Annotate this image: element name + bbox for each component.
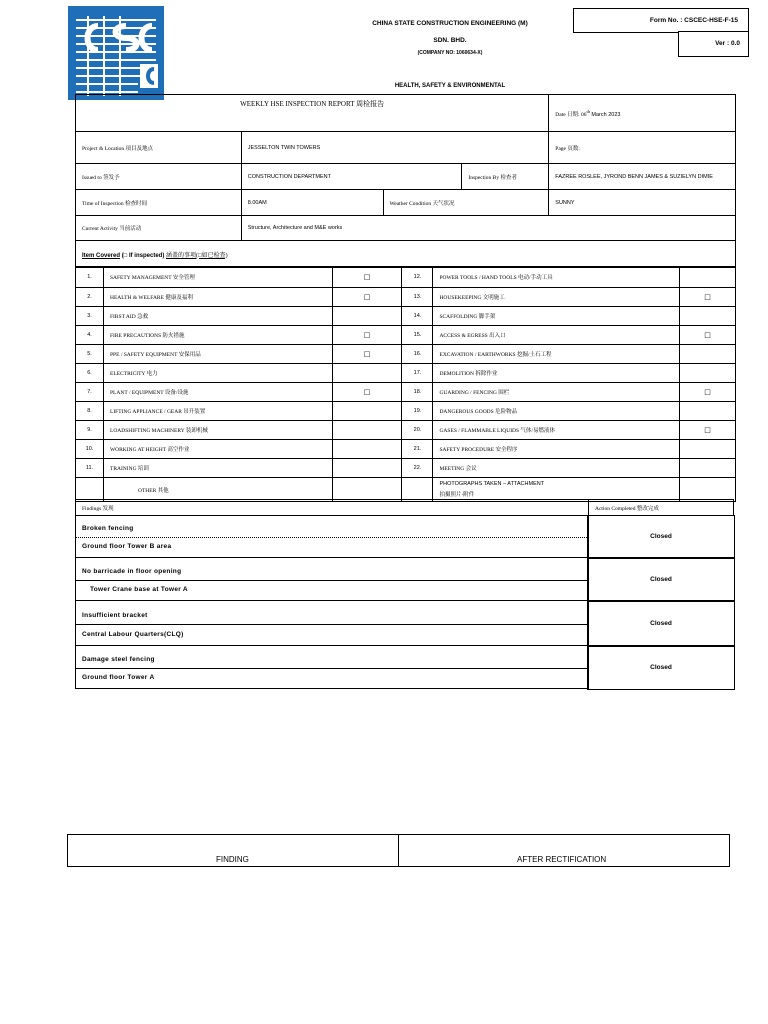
item-number-text: 19. bbox=[413, 408, 422, 414]
item-row bbox=[76, 326, 736, 345]
item-checkbox[interactable] bbox=[332, 402, 402, 421]
item-number bbox=[402, 345, 433, 364]
after-column bbox=[399, 835, 729, 866]
company-logo bbox=[68, 6, 164, 100]
finding-line-1 bbox=[75, 645, 589, 669]
inspection-by-value: FAZREE ROSLEE, JYROND BENN JAMES & SUZIELYN DIMIE bbox=[549, 164, 736, 190]
item-checkbox[interactable] bbox=[680, 345, 736, 364]
item-number bbox=[76, 478, 104, 502]
action-status: Closed bbox=[587, 515, 735, 559]
date-label: Date 日期: bbox=[555, 111, 580, 118]
item-row bbox=[76, 345, 736, 364]
item-checkbox[interactable] bbox=[332, 267, 402, 288]
item-number bbox=[402, 383, 433, 402]
item-label-text: PPE / SAFETY EQUIPMENT 安保用品 bbox=[109, 352, 201, 358]
finding-location: Ground floor Tower A bbox=[82, 674, 155, 681]
items-covered-chinese: 涵盖的事项(□如已检查) bbox=[166, 252, 228, 259]
item-checkbox[interactable] bbox=[680, 440, 736, 459]
action-header bbox=[587, 499, 734, 516]
item-number bbox=[76, 364, 104, 383]
item-checkbox-text: □ bbox=[363, 350, 371, 358]
finding-line-1 bbox=[75, 557, 589, 581]
action-status: Closed bbox=[587, 645, 735, 690]
item-number-text: 17. bbox=[413, 370, 422, 376]
item-checkbox-text: □ bbox=[704, 388, 711, 396]
photo-comparison-header bbox=[67, 834, 730, 867]
project-label: Project & Location 项目及地点 bbox=[76, 132, 242, 164]
item-checkbox-text: □ bbox=[363, 273, 371, 281]
finding-location: Ground floor Tower B area bbox=[82, 543, 172, 550]
item-row bbox=[76, 288, 736, 307]
date-month-year: March 2023 bbox=[591, 111, 621, 118]
item-label bbox=[103, 440, 332, 459]
finding-description: Insufficient bracket bbox=[82, 612, 148, 619]
item-checkbox[interactable] bbox=[680, 288, 736, 307]
item-label-text: ACCESS & EGRESS 出入口 bbox=[439, 333, 506, 339]
finding-label: FINDING bbox=[216, 855, 249, 864]
action-label: Action Completed 整改完成 bbox=[595, 506, 659, 512]
item-checkbox-text: □ bbox=[363, 293, 371, 301]
item-label bbox=[433, 345, 680, 364]
item-number bbox=[76, 267, 104, 288]
item-number-text: 9. bbox=[87, 427, 92, 433]
item-number bbox=[402, 440, 433, 459]
item-label-text: SAFETY PROCEDURE 安全程序 bbox=[439, 447, 518, 453]
item-row bbox=[76, 307, 736, 326]
finding-location: Tower Crane base at Tower A bbox=[90, 586, 188, 593]
item-checkbox-text: □ bbox=[704, 426, 711, 434]
item-number bbox=[402, 364, 433, 383]
item-checkbox[interactable] bbox=[332, 326, 402, 345]
item-number bbox=[76, 459, 104, 478]
date-sup: th bbox=[586, 108, 591, 114]
item-label bbox=[433, 307, 680, 326]
report-info-table bbox=[75, 94, 736, 268]
item-number bbox=[402, 307, 433, 326]
item-label-text: LOADSHIFTING MACHINERY 装卸机械 bbox=[109, 428, 208, 434]
item-number bbox=[402, 288, 433, 307]
item-label-text: EXCAVATION / EARTHWORKS 挖掘/土石工程 bbox=[439, 352, 552, 358]
form-number-box bbox=[573, 8, 749, 33]
item-number bbox=[76, 288, 104, 307]
item-checkbox[interactable] bbox=[332, 307, 402, 326]
item-label bbox=[103, 383, 332, 402]
item-number bbox=[76, 440, 104, 459]
company-name: CHINA STATE CONSTRUCTION ENGINEERING (M) bbox=[372, 20, 528, 27]
item-label-text: PHOTOGRAPHS TAKEN – ATTACHMENT bbox=[439, 480, 545, 487]
item-number bbox=[402, 326, 433, 345]
company-number: (COMPANY NO: 1060634-X) bbox=[417, 50, 483, 56]
weather-value: SUNNY bbox=[549, 190, 736, 216]
item-number-text: 7. bbox=[87, 389, 92, 395]
items-covered-heading bbox=[76, 241, 736, 268]
item-checkbox[interactable] bbox=[680, 421, 736, 440]
item-checkbox-text: □ bbox=[704, 293, 711, 301]
findings-label: Findings 发现 bbox=[82, 506, 114, 512]
action-status: Closed bbox=[587, 557, 735, 602]
item-label bbox=[433, 364, 680, 383]
item-number-text: 1. bbox=[87, 274, 92, 280]
form-number: Form No. : CSCEC-HSE-F-15 bbox=[649, 17, 738, 24]
item-label bbox=[103, 326, 332, 345]
item-number-text: 3. bbox=[87, 313, 92, 319]
item-label bbox=[103, 267, 332, 288]
item-label bbox=[433, 326, 680, 345]
finding-column bbox=[68, 835, 399, 866]
item-label-text: HEALTH & WELFARE 健康及福利 bbox=[109, 295, 193, 301]
items-covered-note: (□ If inspected) bbox=[121, 252, 165, 259]
item-number bbox=[402, 421, 433, 440]
item-number-text: 21. bbox=[413, 446, 422, 452]
item-checkbox[interactable] bbox=[680, 267, 736, 288]
item-label-text: FIRST AID 急救 bbox=[109, 314, 149, 320]
findings-header bbox=[75, 499, 589, 516]
finding-location: Central Labour Quarters(CLQ) bbox=[82, 631, 184, 638]
issued-to-value: CONSTRUCTION DEPARTMENT bbox=[241, 164, 462, 190]
item-number bbox=[76, 345, 104, 364]
item-label-text: SCAFFOLDING 脚手架 bbox=[439, 314, 496, 320]
item-checkbox[interactable] bbox=[332, 421, 402, 440]
item-number-text: 14. bbox=[413, 313, 422, 319]
item-checkbox-text: □ bbox=[363, 388, 371, 396]
item-label-text: OTHER 其他 bbox=[137, 487, 169, 494]
item-checkbox[interactable] bbox=[680, 383, 736, 402]
item-checkbox[interactable] bbox=[332, 459, 402, 478]
item-row bbox=[76, 478, 736, 502]
item-label-text: FIRE PRECAUTIONS 防火措施 bbox=[109, 333, 185, 339]
item-checkbox[interactable] bbox=[680, 459, 736, 478]
version: Ver : 0.0 bbox=[715, 40, 740, 47]
item-label-text: POWER TOOLS / HAND TOOLS 电动/手动工具 bbox=[439, 275, 553, 281]
finding-description: Broken fencing bbox=[82, 525, 134, 532]
item-label bbox=[103, 364, 332, 383]
item-row bbox=[76, 267, 736, 288]
item-number-text: 16. bbox=[413, 351, 422, 357]
version-box bbox=[678, 31, 749, 57]
item-label bbox=[103, 421, 332, 440]
item-label bbox=[433, 421, 680, 440]
item-checkbox-text: □ bbox=[363, 331, 371, 339]
item-number-text: 18. bbox=[413, 389, 422, 395]
finding-description: No barricade in floor opening bbox=[82, 568, 182, 575]
item-label-text: MEETING 会议 bbox=[439, 466, 477, 472]
item-row bbox=[76, 402, 736, 421]
item-label-text: PLANT / EQUIPMENT 设备/设施 bbox=[109, 390, 189, 396]
item-label bbox=[433, 478, 680, 502]
item-label-text: SAFETY MANAGEMENT 安全管理 bbox=[109, 275, 195, 281]
item-label-text: WORKING AT HEIGHT 高空作业 bbox=[109, 447, 190, 453]
item-number-text: 8. bbox=[87, 408, 92, 414]
time-label: Time of Inspection 检查时间 bbox=[76, 190, 242, 216]
item-label-text: HOUSEKEEPING 文明施工 bbox=[439, 295, 505, 301]
item-label bbox=[103, 478, 332, 502]
item-number-text: 12. bbox=[413, 274, 422, 280]
item-number-text: 20. bbox=[413, 427, 422, 433]
weather-label: Weather Condition 天气状况 bbox=[383, 190, 549, 216]
item-row bbox=[76, 383, 736, 402]
company-name-2: SDN. BHD. bbox=[433, 37, 467, 44]
item-number bbox=[402, 478, 433, 502]
cscec-logo-icon bbox=[68, 6, 164, 100]
item-checkbox[interactable] bbox=[680, 307, 736, 326]
item-number-text: 4. bbox=[87, 332, 92, 338]
item-row bbox=[76, 459, 736, 478]
item-number-text: 13. bbox=[413, 294, 422, 300]
finding-description: Damage steel fencing bbox=[82, 656, 155, 663]
items-checklist-table bbox=[75, 266, 736, 502]
item-label bbox=[433, 459, 680, 478]
item-checkbox[interactable] bbox=[332, 345, 402, 364]
department-title: HEALTH, SAFETY & ENVIRONMENTAL bbox=[394, 83, 506, 89]
item-label-text: ELECTRICITY 电力 bbox=[109, 371, 158, 377]
item-label-text: DEMOLITION 拆除作业 bbox=[439, 371, 498, 377]
item-label bbox=[433, 383, 680, 402]
item-number-text: 2. bbox=[87, 294, 92, 300]
finding-line-2 bbox=[75, 623, 589, 646]
report-title: WEEKLY HSE INSPECTION REPORT 周检报告 bbox=[76, 95, 549, 132]
item-label bbox=[103, 288, 332, 307]
item-label-text: GASES / FLAMMABLE LIQUIDS 气体/易燃液体 bbox=[439, 428, 555, 434]
item-checkbox[interactable] bbox=[332, 478, 402, 502]
item-number-text: 5. bbox=[87, 351, 92, 357]
item-number bbox=[402, 459, 433, 478]
item-row bbox=[76, 440, 736, 459]
report-date bbox=[549, 95, 736, 132]
company-number-value: COMPANY NO: 1060634-X bbox=[419, 50, 481, 56]
finding-line-2 bbox=[75, 579, 589, 601]
item-checkbox[interactable] bbox=[332, 288, 402, 307]
item-number bbox=[76, 402, 104, 421]
item-checkbox-text: □ bbox=[704, 331, 711, 339]
finding-line-2 bbox=[75, 667, 589, 689]
item-label bbox=[433, 267, 680, 288]
page-label: Page 页数: bbox=[549, 132, 736, 164]
item-label bbox=[103, 459, 332, 478]
item-number bbox=[76, 383, 104, 402]
item-label-text: GUARDING / FENCING 围栏 bbox=[439, 390, 510, 396]
date-day: 06 bbox=[580, 111, 587, 118]
items-checklist-body bbox=[76, 267, 736, 502]
item-number bbox=[76, 307, 104, 326]
item-number-text: 10. bbox=[85, 446, 94, 452]
action-status: Closed bbox=[587, 600, 735, 647]
finding-line-1 bbox=[75, 515, 589, 538]
time-value: 8.00AM bbox=[241, 190, 383, 216]
item-row bbox=[76, 421, 736, 440]
item-label-text: TRAINING 培训 bbox=[109, 466, 149, 472]
project-value: JESSELTON TWIN TOWERS bbox=[241, 132, 549, 164]
item-label bbox=[103, 307, 332, 326]
item-checkbox[interactable] bbox=[332, 383, 402, 402]
activity-value: Structure, Architecture and M&E works bbox=[241, 216, 735, 241]
after-rectification-label: AFTER RECTIFICATION bbox=[517, 855, 607, 864]
item-number bbox=[402, 267, 433, 288]
item-number-text: 6. bbox=[87, 370, 92, 376]
item-number-text: 22. bbox=[413, 465, 422, 471]
item-number bbox=[76, 421, 104, 440]
item-checkbox[interactable] bbox=[332, 440, 402, 459]
item-number bbox=[76, 326, 104, 345]
item-label bbox=[103, 402, 332, 421]
item-label bbox=[433, 288, 680, 307]
item-checkbox[interactable] bbox=[332, 364, 402, 383]
item-label bbox=[103, 345, 332, 364]
item-checkbox[interactable] bbox=[680, 326, 736, 345]
item-checkbox[interactable] bbox=[680, 364, 736, 383]
item-label-text: LIFTING APPLIANCE / GEAR 吊升装置 bbox=[109, 409, 206, 415]
finding-line-1 bbox=[75, 600, 589, 625]
activity-label: Current Activity 当前活动 bbox=[76, 216, 242, 241]
item-checkbox[interactable] bbox=[680, 402, 736, 421]
item-label bbox=[433, 440, 680, 459]
item-number-text: 11. bbox=[85, 465, 94, 471]
item-label bbox=[433, 402, 680, 421]
inspection-by-label: Inspection By 检查者 bbox=[462, 164, 549, 190]
item-number-text: 15. bbox=[413, 332, 422, 338]
item-label-chinese: 拍摄照片-附件 bbox=[439, 491, 475, 498]
issued-to-label: Issued to 签发予 bbox=[76, 164, 242, 190]
item-row bbox=[76, 364, 736, 383]
item-label-text: DANGEROUS GOODS 危险物品 bbox=[439, 409, 518, 415]
item-checkbox[interactable] bbox=[680, 478, 736, 502]
finding-line-2 bbox=[75, 536, 589, 558]
items-covered-label: Item Covered bbox=[82, 252, 121, 259]
item-number bbox=[402, 402, 433, 421]
